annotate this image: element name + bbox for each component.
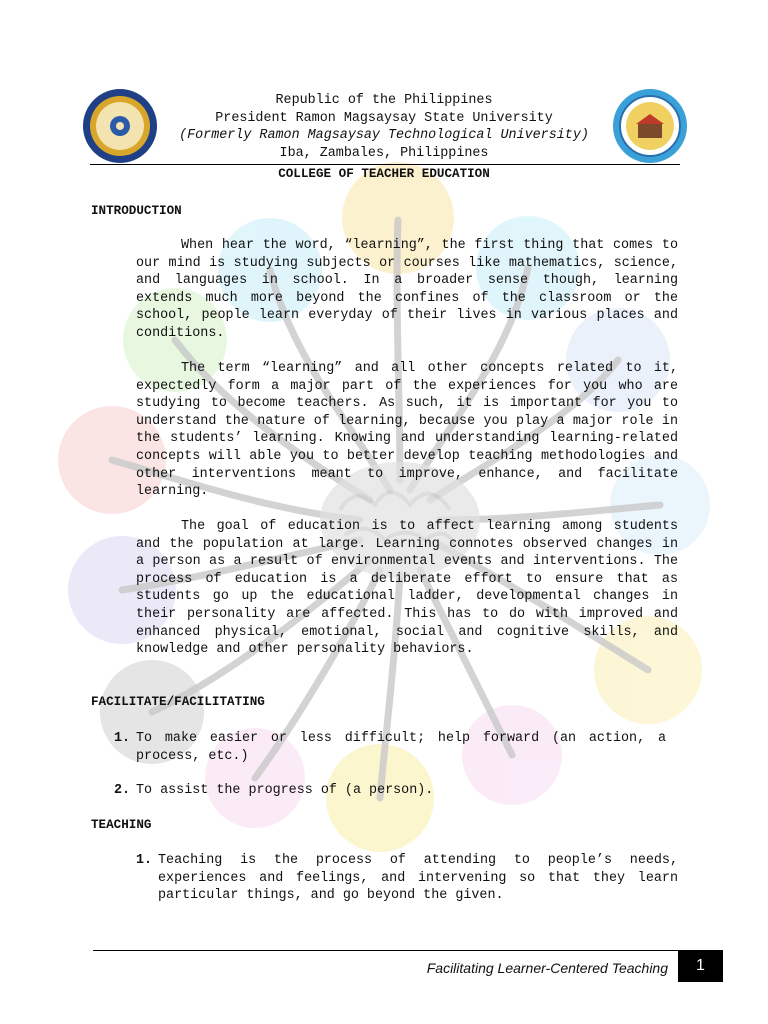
document-header: [150, 92, 618, 162]
university-seal-icon: [82, 88, 158, 164]
intro-paragraph-1: When hear the word, “learning”, the first thing that comes to our mind is studying subjects or courses like mathematics, science, and languages in school. In a broader sense though, learning extends much more beyond the confines of the classroom or the school, people learn everyday of their lives in various places and conditions.: [136, 238, 678, 341]
intro-paragraph-3: The goal of education is to affect learning among students and the population at large. Learning connotes observed changes in a person as a result of environmental events and interventions. The process of education is a deliberate effort to ensure that as students go up the educational ladder, developmental changes in their personality are affected. This has to do with improved and enhanced physical, emotional, social and cognitive skills, and knowledge and other personality behaviors.: [136, 519, 678, 658]
list-number: 1.: [136, 853, 153, 868]
list-text: Teaching is the process of attending to people’s needs, experiences and feelings, and intervening so that they learn particular things, and go beyond the given.: [158, 853, 678, 904]
header-line-formerly: (Formerly Ramon Magsaysay Technological University): [179, 128, 589, 144]
college-seal-icon: [612, 88, 688, 164]
list-text: To assist the progress of (a person).: [136, 783, 434, 798]
header-line-republic: Republic of the Philippines: [275, 93, 493, 108]
list-number: 2.: [114, 783, 131, 798]
page-number: 1: [678, 950, 723, 982]
list-number: 1.: [114, 731, 131, 746]
header-divider: [90, 164, 680, 165]
heading-facilitate: FACILITATE/FACILITATING: [91, 695, 265, 709]
header-line-address: Iba, Zambales, Philippines: [279, 145, 489, 161]
footer-divider: [93, 950, 678, 951]
intro-paragraph-2: The term “learning” and all other concepts related to it, expectedly form a major part of the experiences for you who are studying to become teachers. As such, it is important for you to understand the nature of learning, because you play a major role in the students’ learning. Knowing and understanding learning-related concepts will able you to better develop teaching methodologies and other interventions meant to improve, enhance, and facilitate learning.: [136, 361, 678, 500]
list-text: To make easier or less difficult; help forward (an action, a process, etc.): [136, 731, 666, 764]
footer-title: Facilitating Learner-Centered Teaching: [426, 960, 668, 976]
heading-introduction: INTRODUCTION: [91, 204, 182, 218]
header-line-university: President Ramon Magsaysay State University: [215, 110, 553, 126]
college-name: COLLEGE OF TEACHER EDUCATION: [278, 167, 490, 181]
heading-teaching: TEACHING: [91, 818, 152, 832]
